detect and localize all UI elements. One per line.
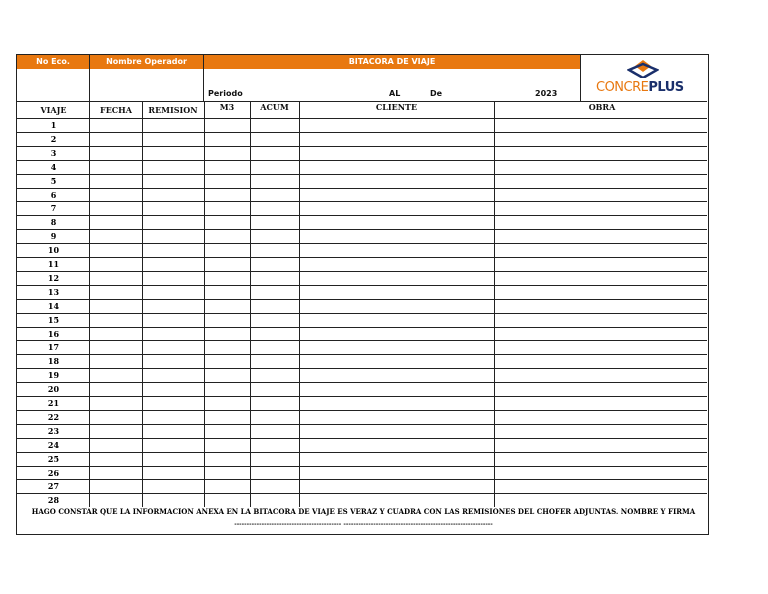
col-acum: ACUM (260, 102, 289, 112)
row-number: 16 (47, 328, 60, 339)
row-number: 2 (50, 133, 57, 144)
row-divider (17, 466, 707, 467)
row-number: 18 (47, 356, 60, 367)
logo-plus: PLUS (648, 80, 684, 95)
row-number: 12 (47, 272, 60, 283)
row-divider (17, 354, 707, 355)
row-divider (17, 410, 707, 411)
row-divider (17, 243, 707, 244)
row-divider (17, 271, 707, 272)
row-divider (17, 229, 707, 230)
row-divider (17, 452, 707, 453)
trip-log-sheet (16, 54, 709, 535)
row-divider (17, 132, 707, 133)
signature-line: ------------------------------------------- ------------------------------------------------------------ (234, 521, 493, 528)
col-viaje: VIAJE (40, 105, 67, 115)
row-number: 1 (50, 120, 57, 130)
row-number: 25 (47, 453, 60, 464)
row-divider (17, 438, 707, 439)
header-no-eco: No Eco. (17, 55, 89, 69)
row-number: 28 (47, 495, 60, 506)
row-number: 14 (47, 300, 60, 311)
col-m3: M3 (219, 102, 235, 112)
row-divider (17, 188, 707, 189)
row-divider (17, 396, 707, 397)
row-number: 9 (50, 231, 57, 242)
row-number: 8 (50, 217, 57, 228)
row-divider (17, 174, 707, 175)
row-divider (17, 257, 707, 258)
col-fecha: FECHA (100, 105, 132, 115)
row-divider (17, 493, 707, 494)
row-divider (17, 215, 707, 216)
col-obra: OBRA (588, 102, 616, 112)
col-remision: REMISION (148, 105, 198, 115)
col-cliente: CLIENTE (375, 102, 418, 112)
row-number: 4 (50, 161, 57, 172)
de-label: De (430, 89, 443, 98)
row-divider (17, 340, 707, 341)
row-number: 26 (47, 467, 60, 478)
row-divider (17, 160, 707, 161)
row-divider (17, 201, 707, 202)
row-divider (17, 285, 707, 286)
row-divider (17, 368, 707, 369)
footer-statement: HAGO CONSTAR QUE LA INFORMACION ANEXA EN LA BITACORA DE VIAJE ES VERAZ Y CUADRA CON LAS REMISIONES DEL CHOFER ADJUNTAS. NOMBRE Y FIRMA (31, 507, 696, 516)
row-divider (17, 313, 707, 314)
header-title: BITACORA DE VIAJE (204, 55, 580, 69)
row-number: 10 (47, 245, 60, 256)
row-divider (17, 299, 707, 300)
header-nombre-operador: Nombre Operador (90, 55, 203, 69)
year-label: 2023 (535, 89, 558, 98)
row-divider (17, 479, 707, 480)
row-number: 22 (47, 411, 60, 422)
row-number: 21 (47, 398, 60, 408)
row-number: 11 (47, 259, 60, 269)
row-number: 5 (50, 175, 57, 186)
row-number: 27 (47, 481, 60, 492)
row-number: 3 (50, 147, 57, 158)
row-number: 19 (47, 370, 60, 381)
row-number: 23 (47, 425, 60, 436)
row-number: 7 (50, 203, 57, 214)
trip-rows (17, 55, 710, 515)
al-label: AL (389, 89, 401, 98)
row-divider (17, 327, 707, 328)
row-divider (17, 424, 707, 425)
row-number: 15 (47, 314, 60, 325)
logo-concre: CONCRE (596, 80, 649, 95)
row-divider (17, 382, 707, 383)
row-number: 20 (47, 384, 60, 395)
row-number: 6 (50, 189, 57, 200)
row-number: 17 (47, 342, 60, 353)
row-number: 13 (47, 286, 60, 297)
periodo-label: Periodo (208, 89, 243, 98)
row-divider (17, 146, 707, 147)
row-number: 24 (47, 439, 60, 450)
